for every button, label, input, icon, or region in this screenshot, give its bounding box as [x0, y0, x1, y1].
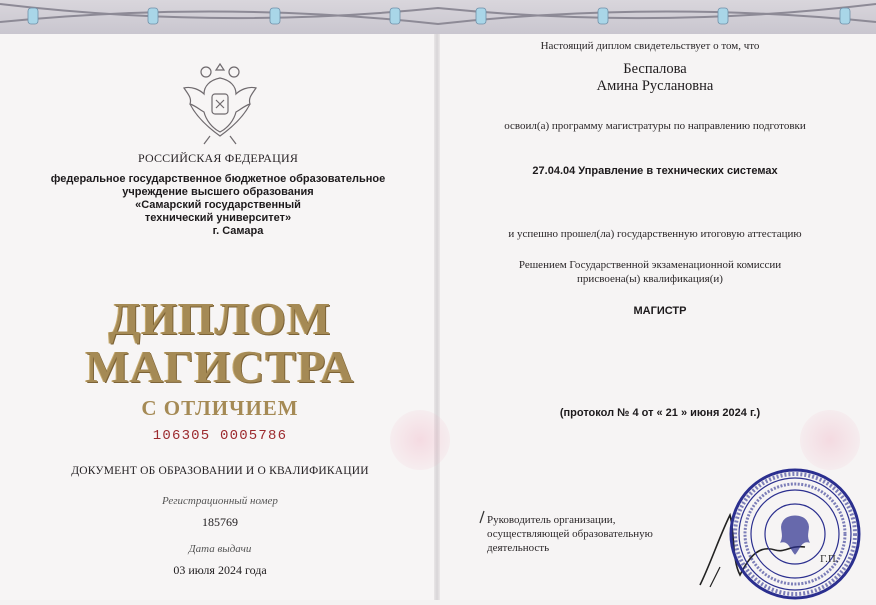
- head-title-line: деятельность: [487, 542, 550, 554]
- institution-name: [48, 173, 388, 238]
- decorative-top-band: [0, 0, 876, 34]
- diploma-title-line1: ДИПЛОМ: [108, 293, 332, 344]
- head-of-organization-label: [487, 513, 687, 555]
- decision-line: Решением Государственной экзаменационной комиссии: [518, 259, 782, 271]
- graduate-given-names: Амина Руслановна: [596, 78, 714, 94]
- official-seal-icon: [725, 462, 865, 600]
- honors-label: С ОТЛИЧИЕМ: [141, 396, 299, 420]
- registration-number: 185769: [202, 515, 238, 529]
- certifies-text: Настоящий диплом свидетельствует о том, что: [540, 40, 760, 52]
- graduate-name: [520, 61, 790, 95]
- mastered-program-text: освоил(а) программу магистратуры по направлению подготовки: [504, 120, 806, 132]
- head-title-line: осуществляющей образовательную: [487, 528, 653, 540]
- country-name: РОССИЙСКАЯ ФЕДЕРАЦИЯ: [137, 151, 299, 165]
- paper-watermark: [800, 410, 860, 470]
- issue-date: 03 июля 2024 года: [173, 563, 267, 577]
- paper-watermark: [390, 410, 450, 470]
- corner-mark-icon: [478, 510, 486, 524]
- institution-line: «Самарский государственный: [135, 199, 301, 211]
- institution-line: федеральное государственное бюджетное образовательное: [50, 173, 386, 185]
- issue-date-label: Дата выдачи: [188, 543, 252, 555]
- coat-of-arms-icon: [170, 50, 270, 150]
- document-type: ДОКУМЕНТ ОБ ОБРАЗОВАНИИ И О КВАЛИФИКАЦИИ: [71, 465, 369, 477]
- page-fold: [434, 34, 440, 600]
- institution-city: г. Самара: [212, 225, 264, 237]
- passed-attestation-text: и успешно прошел(ла) государственную итоговую аттестацию: [508, 228, 802, 240]
- graduate-surname: Беспалова: [623, 61, 687, 77]
- decision-line: присвоена(ы) квалификация(и): [577, 273, 723, 285]
- protocol-reference: (протокол № 4 от « 21 » июня 2024 г.): [559, 407, 761, 419]
- head-title-line: Руководитель организации,: [487, 514, 616, 526]
- head-name-fragment: Г.П.: [820, 553, 839, 565]
- institution-line: технический университет»: [144, 212, 292, 224]
- diploma-title-line2: МАГИСТРА: [85, 341, 355, 392]
- registration-label: Регистрационный номер: [162, 495, 278, 507]
- qualification: МАГИСТР: [633, 305, 687, 317]
- program-name: 27.04.04 Управление в технических системах: [532, 165, 778, 177]
- commission-decision: [480, 258, 820, 286]
- serial-number: 106305 0005786: [152, 428, 288, 444]
- institution-line: учреждение высшего образования: [122, 186, 314, 198]
